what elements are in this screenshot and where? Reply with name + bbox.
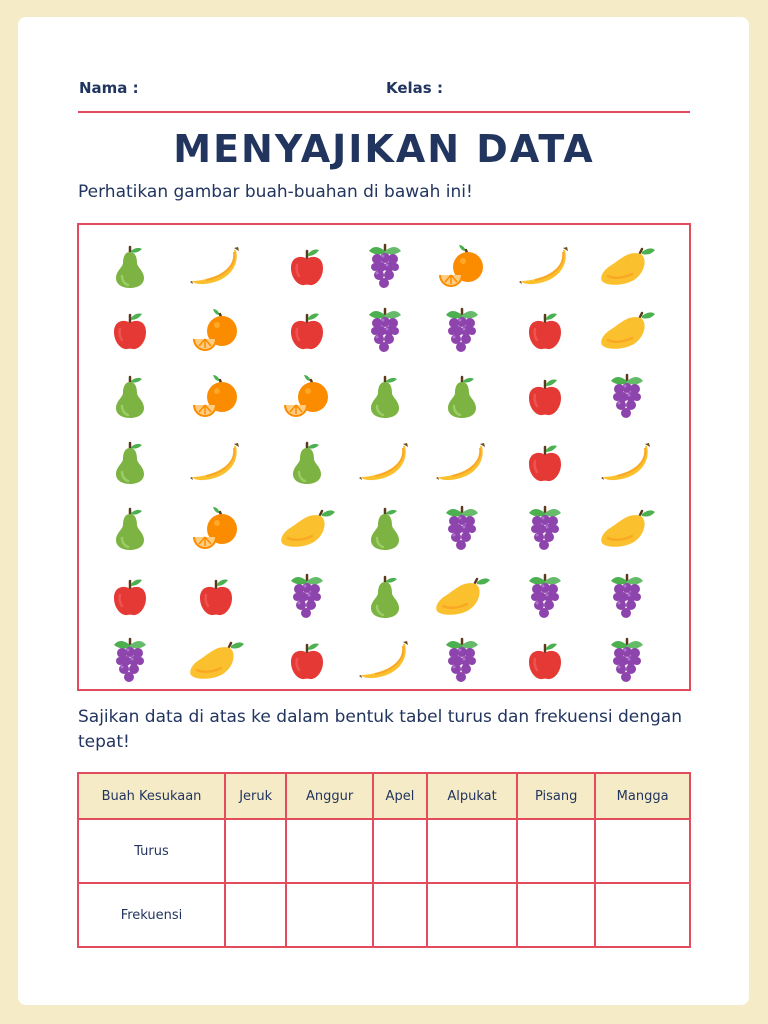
- apple-icon: [512, 371, 578, 421]
- mango-icon: [183, 635, 249, 685]
- cell-turus-mangga[interactable]: [595, 819, 690, 883]
- fruit-picture-box: [77, 223, 691, 691]
- grape-icon: [594, 571, 660, 621]
- pear-icon: [97, 371, 163, 421]
- header-favorite-fruit: Buah Kesukaan: [78, 773, 225, 819]
- cell-frekuensi-apel[interactable]: [373, 883, 427, 947]
- grape-icon: [352, 305, 418, 355]
- pear-icon: [352, 503, 418, 553]
- instruction-observe: Perhatikan gambar buah-buahan di bawah ini!: [78, 182, 473, 202]
- grape-icon: [352, 241, 418, 291]
- apple-icon: [97, 305, 163, 355]
- orange-icon: [429, 241, 495, 291]
- instruction-table: Sajikan data di atas ke dalam bentuk tabel turus dan frekuensi dengan tepat!: [78, 707, 682, 752]
- cell-turus-pisang[interactable]: [517, 819, 595, 883]
- header-apel: Apel: [373, 773, 427, 819]
- grape-icon: [594, 635, 660, 685]
- mango-icon: [594, 241, 660, 291]
- grape-icon: [512, 571, 578, 621]
- orange-icon: [183, 371, 249, 421]
- banana-icon: [183, 241, 249, 291]
- header-alpukat: Alpukat: [427, 773, 517, 819]
- banana-icon: [352, 635, 418, 685]
- banana-icon: [429, 437, 495, 487]
- cell-turus-alpukat[interactable]: [427, 819, 517, 883]
- row-label-turus: Turus: [78, 819, 225, 883]
- cell-turus-jeruk[interactable]: [225, 819, 286, 883]
- apple-icon: [512, 635, 578, 685]
- apple-icon: [97, 571, 163, 621]
- banana-icon: [183, 437, 249, 487]
- apple-icon: [512, 437, 578, 487]
- header-jeruk: Jeruk: [225, 773, 286, 819]
- pear-icon: [97, 241, 163, 291]
- pear-icon: [97, 503, 163, 553]
- name-label: Nama :: [79, 79, 139, 97]
- pear-icon: [274, 437, 340, 487]
- class-label: Kelas :: [386, 79, 443, 97]
- table-header-row: [78, 773, 690, 819]
- cell-frekuensi-alpukat[interactable]: [427, 883, 517, 947]
- banana-icon: [352, 437, 418, 487]
- pear-icon: [97, 437, 163, 487]
- pear-icon: [429, 371, 495, 421]
- pear-icon: [352, 371, 418, 421]
- apple-icon: [274, 635, 340, 685]
- grape-icon: [429, 635, 495, 685]
- table-row-turus: [78, 819, 690, 883]
- banana-icon: [594, 437, 660, 487]
- mango-icon: [274, 503, 340, 553]
- row-label-frekuensi: Frekuensi: [78, 883, 225, 947]
- grape-icon: [594, 371, 660, 421]
- cell-frekuensi-mangga[interactable]: [595, 883, 690, 947]
- grape-icon: [512, 503, 578, 553]
- pear-icon: [352, 571, 418, 621]
- apple-icon: [274, 241, 340, 291]
- tally-table: [77, 772, 691, 948]
- grape-icon: [274, 571, 340, 621]
- grape-icon: [429, 503, 495, 553]
- cell-frekuensi-pisang[interactable]: [517, 883, 595, 947]
- cell-turus-anggur[interactable]: [286, 819, 373, 883]
- orange-icon: [183, 305, 249, 355]
- header-mangga: Mangga: [595, 773, 690, 819]
- banana-icon: [512, 241, 578, 291]
- fruit-grid: [79, 225, 689, 689]
- header-pisang: Pisang: [517, 773, 595, 819]
- table-row-frekuensi: [78, 883, 690, 947]
- orange-icon: [183, 503, 249, 553]
- mango-icon: [429, 571, 495, 621]
- cell-turus-apel[interactable]: [373, 819, 427, 883]
- cell-frekuensi-anggur[interactable]: [286, 883, 373, 947]
- grape-icon: [429, 305, 495, 355]
- mango-icon: [594, 305, 660, 355]
- header-divider: [78, 111, 690, 113]
- worksheet-page: [18, 17, 749, 1005]
- orange-icon: [274, 371, 340, 421]
- header-anggur: Anggur: [286, 773, 373, 819]
- page-title: MENYAJIKAN DATA: [173, 127, 595, 171]
- cell-frekuensi-jeruk[interactable]: [225, 883, 286, 947]
- mango-icon: [594, 503, 660, 553]
- apple-icon: [274, 305, 340, 355]
- grape-icon: [97, 635, 163, 685]
- apple-icon: [512, 305, 578, 355]
- apple-icon: [183, 571, 249, 621]
